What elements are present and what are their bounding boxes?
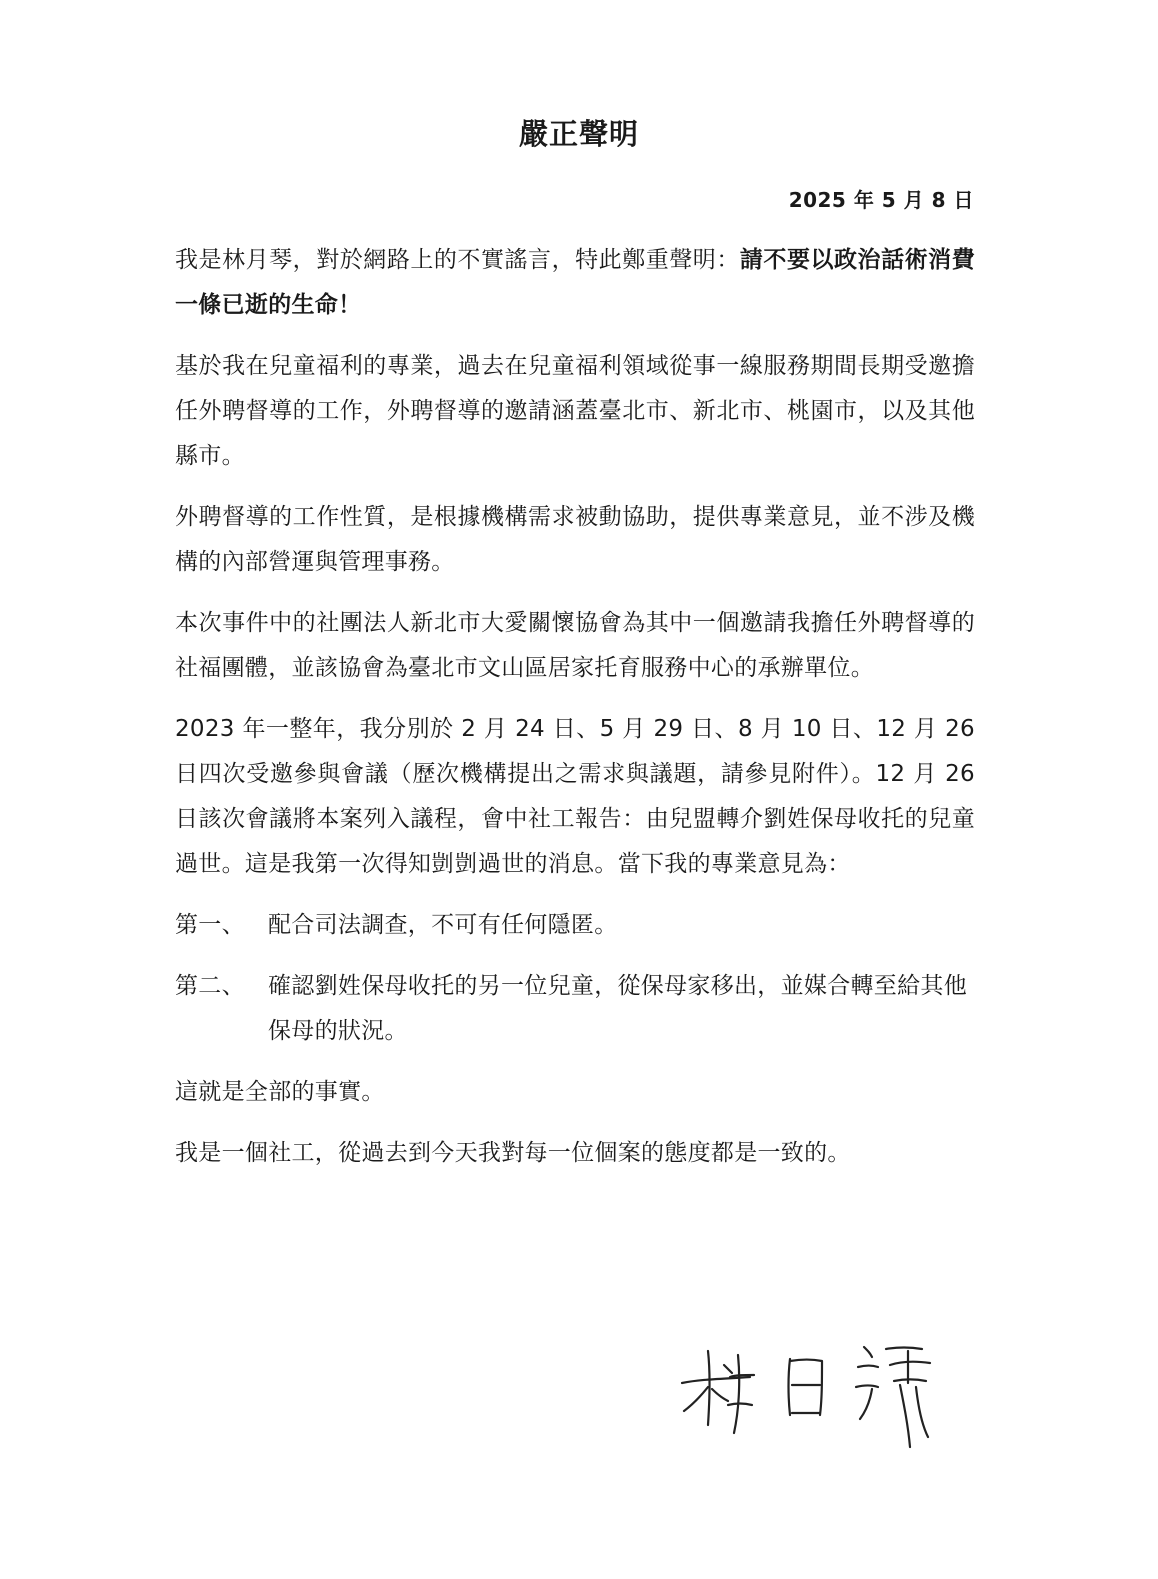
document-title: 嚴正聲明 (518, 117, 639, 151)
opinion-item-2 (175, 964, 975, 1054)
opinion-item-number: 第一、 (175, 912, 245, 938)
paragraph-meetings: 2023 年一整年，我分別於 2 月 24 日、5 月 29 日、8 月 10 日、12 月 26 日四次受邀參與會議（歷次機構提出之需求與議題，請參見附件）。12 月 26 日該次會議將本案列入議程，會中社工報告：由兒盟轉介劉姓保母收托的兒童過世。這是我第一次得知剴剴過世的消息。當下我的專業意見為： (175, 716, 975, 877)
opinion-item-text: 配合司法調查，不可有任何隱匿。 (268, 912, 618, 938)
opinion-item-text: 確認劉姓保母收托的另一位兒童，從保母家移出，並媒合轉至給其他保母的狀況。 (268, 973, 967, 1044)
paragraph-association: 本次事件中的社團法人新北市大愛關懷協會為其中一個邀請我擔任外聘督導的社福團體，並該協會為臺北市文山區居家托育服務中心的承辦單位。 (175, 610, 975, 681)
handwritten-signature (672, 1325, 952, 1465)
document-body (175, 238, 975, 1192)
intro-paragraph (175, 238, 975, 328)
signature-drawing (672, 1325, 952, 1465)
intro-text: 我是林月琴，對於網路上的不實謠言，特此鄭重聲明： (175, 247, 740, 273)
paragraph-role-nature: 外聘督導的工作性質，是根據機構需求被動協助，提供專業意見，並不涉及機構的內部營運與管理事務。 (175, 504, 975, 575)
opinion-item-number: 第二、 (175, 973, 245, 999)
intro-emphasis: 請不要以政治話術消費一條已逝的生命！ (175, 247, 976, 318)
opinion-item-1 (175, 903, 975, 948)
document-date: 2025 年 5 月 8 日 (788, 188, 974, 212)
paragraph-expertise: 基於我在兒童福利的專業，過去在兒童福利領域從事一線服務期間長期受邀擔任外聘督導的工作，外聘督導的邀請涵蓋臺北市、新北市、桃園市，以及其他縣市。 (175, 353, 975, 469)
closing-facts: 這就是全部的事實。 (175, 1079, 385, 1105)
closing-attitude: 我是一個社工，從過去到今天我對每一位個案的態度都是一致的。 (175, 1140, 851, 1166)
